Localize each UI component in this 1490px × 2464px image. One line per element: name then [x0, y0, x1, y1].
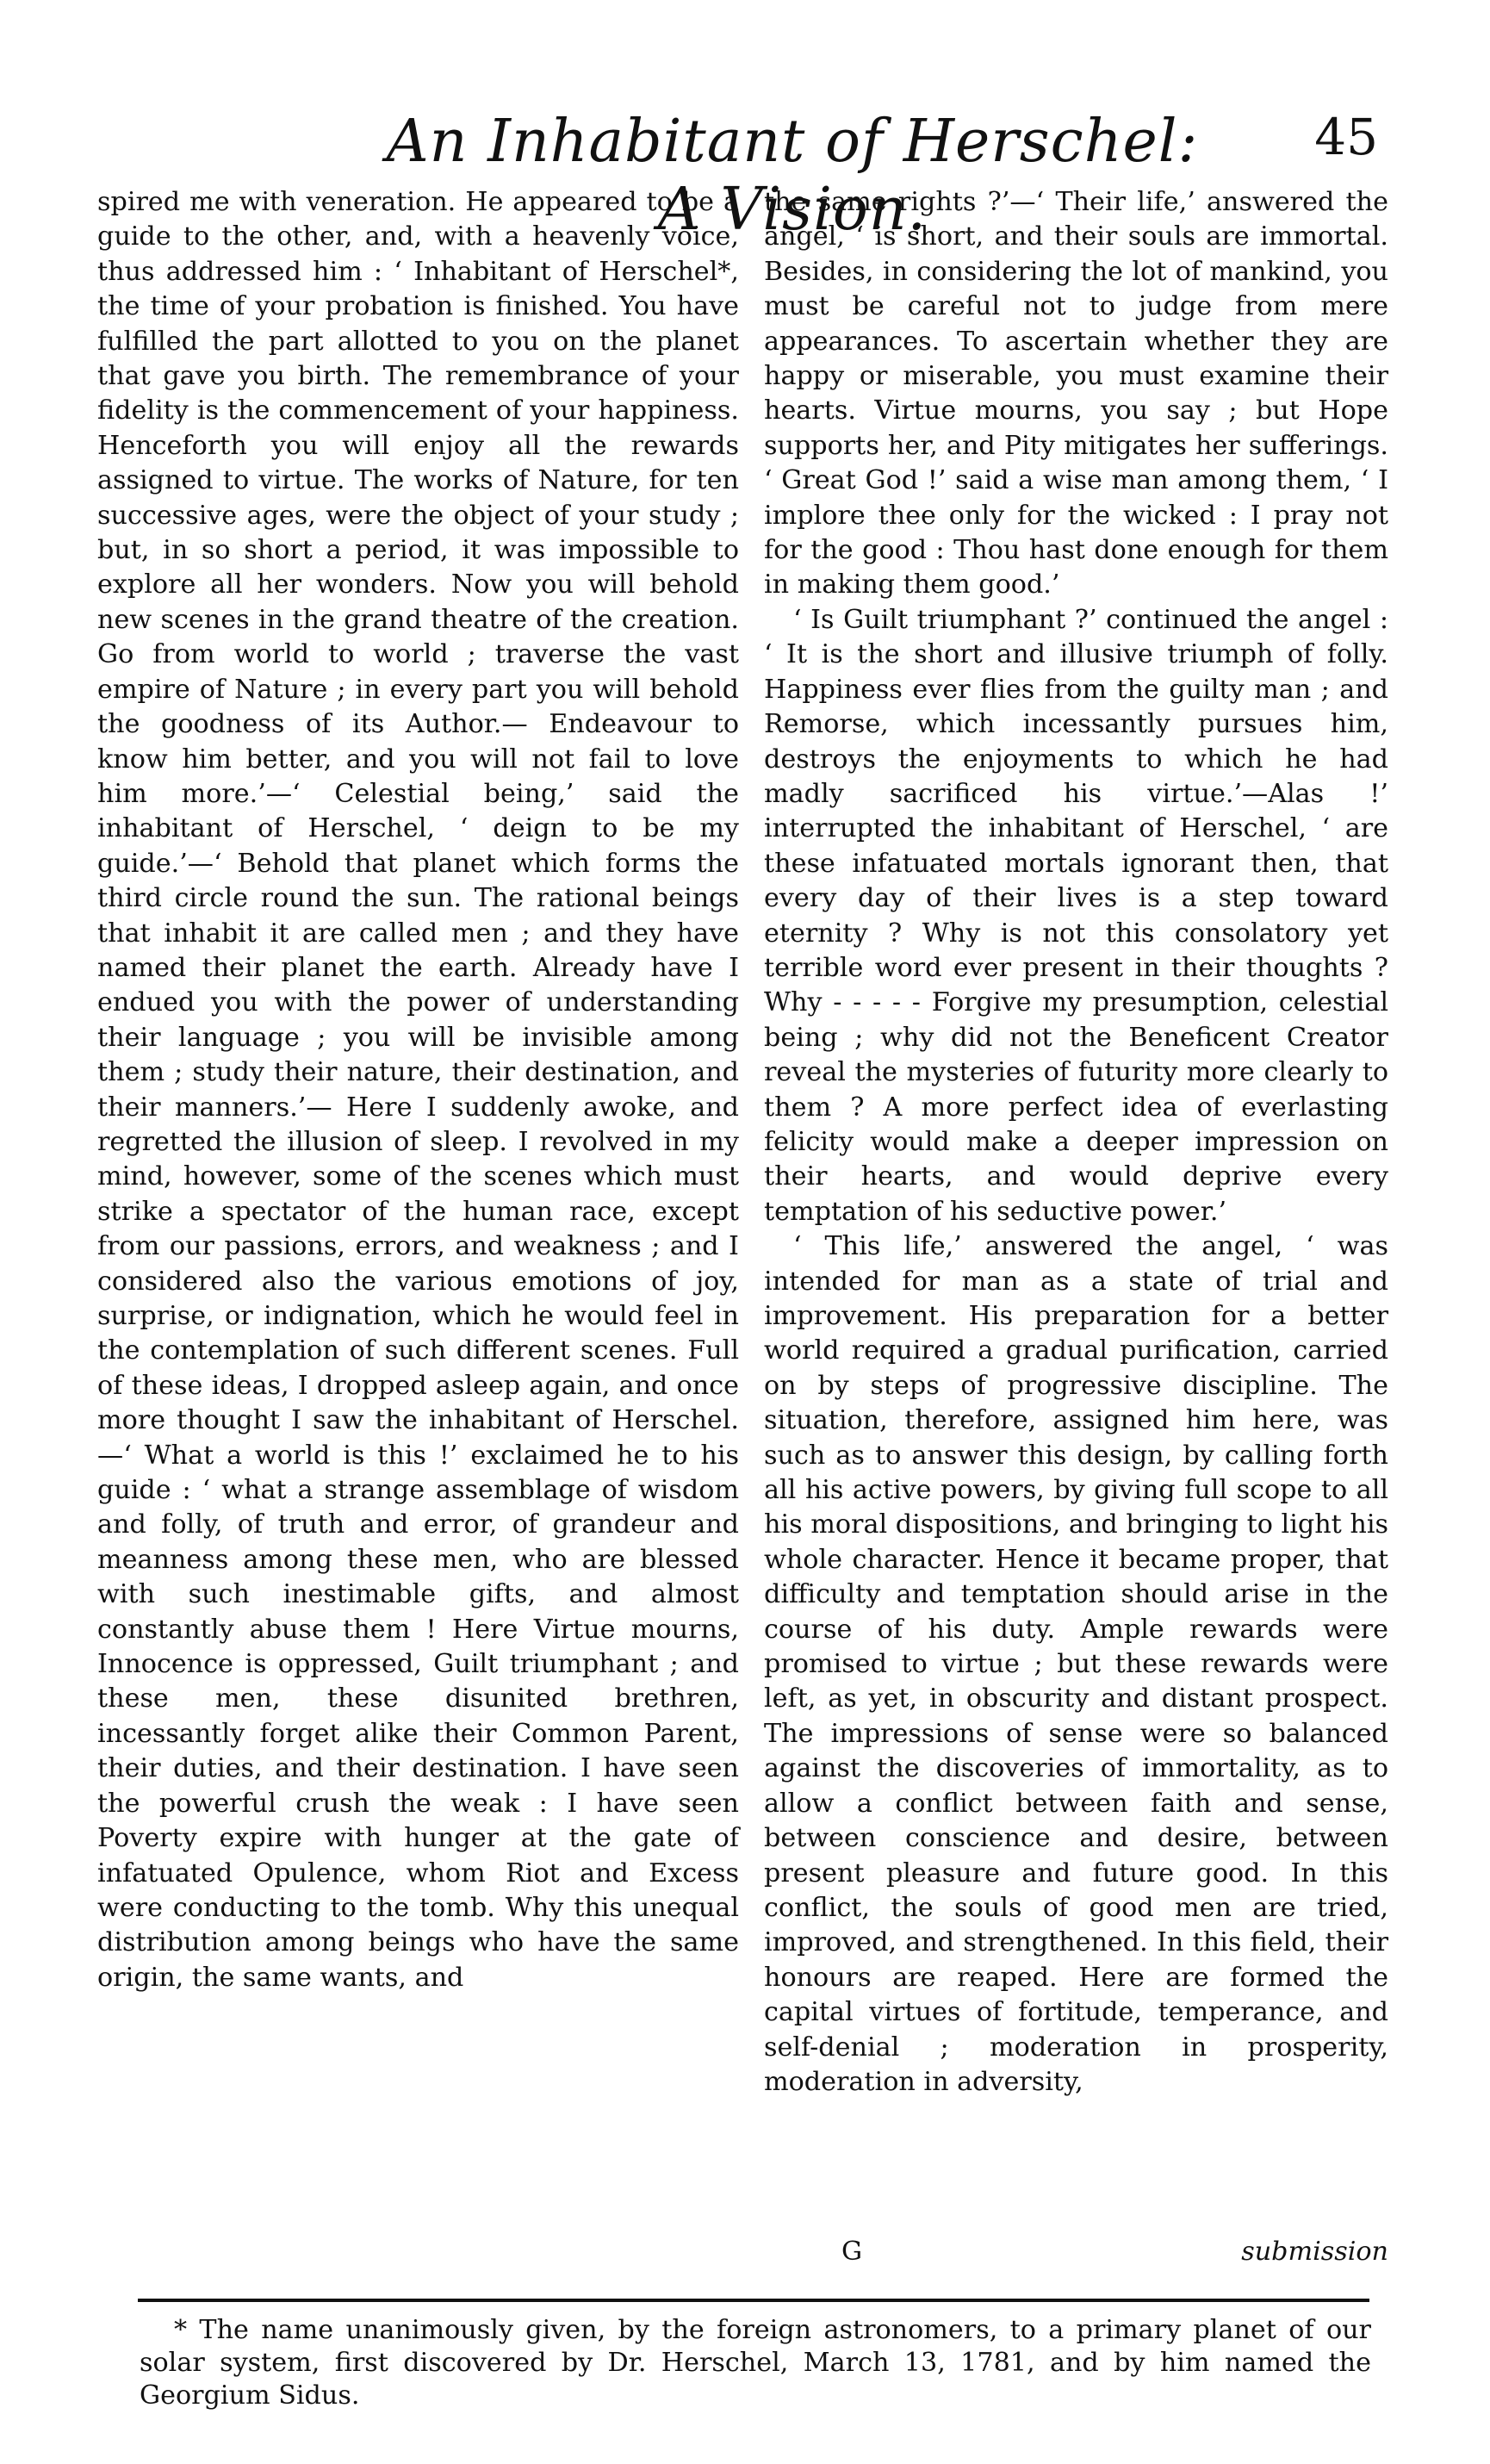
footnote-rule	[138, 2299, 1369, 2302]
catchword: submission	[1241, 2237, 1388, 2267]
right-paragraph-3: ‘ This life,’ answered the angel, ‘ was intended for man as a state of trial and improvement. His preparation for a better world required a gradual purification, carried on by steps of progressive discipline. The situation, therefore, assigned him here, was such as to answer this design, by calling forth all his active powers, by giving full scope to all his moral dispositions, and bringing to light his whole character. Hence it became proper, that difficulty and temptation should arise in the course of his duty. Ample rewards were promised to virtue ; but these rewards were left, as yet, in obscurity and distant prospect. The impressions of sense were so balanced against the discoveries of immortality, as to allow a conflict between faith and sense, between conscience and desire, between present pleasure and future good. In this conflict, the souls of good men are tried, improved, and strengthened. In this field, their honours are reaped. Here are formed the capital virtues of fortitude, temperance, and self-denial ; moderation in prosperity, moderation in adversity,	[764, 1231, 1388, 2097]
page-header	[103, 99, 1395, 244]
running-title: An Inhabitant of Herschel: A Vision.	[386, 108, 1199, 244]
left-column	[97, 185, 739, 1995]
right-column	[764, 185, 1388, 2100]
signature-mark: G	[841, 2237, 863, 2267]
right-paragraph-1: the same rights ?’—‘ Their life,’ answered the angel, ‘ is short, and their souls are immortal. Besides, in considering the lot of mankind, you must be careful not to judge from mere appearances. To ascertain whether they are happy or miserable, you must examine their hearts. Virtue mourns, you say ; but Hope supports her, and Pity mitigates her sufferings. ‘ Great God !’ said a wise man among them, ‘ I implore thee only for the wicked : I pray not for the good : Thou hast done enough for them in making them good.’	[764, 187, 1388, 600]
catch-line	[764, 2237, 1388, 2274]
left-paragraph-1: spired me with veneration. He appeared to be a guide to the other, and, with a heavenly voice, thus addressed him : ‘ Inhabitant of Herschel*, the time of your probation is finished. You have fulfilled the part allotted to you on the planet that gave you birth. The remembrance of your fidelity is the commencement of your happiness. Henceforth you will enjoy all the rewards assigned to virtue. The works of Nature, for ten successive ages, were the object of your study ; but, in so short a period, it was impossible to explore all her wonders. Now you will behold new scenes in the grand theatre of the creation. Go from world to world ; traverse the vast empire of Nature ; in every part you will behold the goodness of its Author.— Endeavour to know him better, and you will not fail to love him more.’—‘ Celestial being,’ said the inhabitant of Herschel, ‘ deign to be my guide.’—‘ Behold that planet which forms the third circle round the sun. The rational beings that inhabit it are called men ; and they have named their planet the earth. Already have I endued you with the power of understanding their language ; you will be invisible among them ; study their nature, their destination, and their manners.’— Here I suddenly awoke, and regretted the illusion of sleep. I revolved in my mind, however, some of the scenes which must strike a spectator of the human race, except from our passions, errors, and weakness ; and I considered also the various emotions of joy, surprise, or indignation, which he would feel in the contemplation of such different scenes. Full of these ideas, I dropped asleep again, and once more thought I saw the inhabitant of Herschel. —‘ What a world is this !’ exclaimed he to his guide : ‘ what a strange assemblage of wisdom and folly, of truth and error, of grandeur and meanness among these men, who are blessed with such inestimable gifts, and almost constantly abuse them ! Here Virtue mourns, Innocence is oppressed, Guilt triumphant ; and these men, these disunited brethren, incessantly forget alike their Common Parent, their duties, and their destination. I have seen the powerful crush the weak : I have seen Poverty expire with hunger at the gate of infatuated Opulence, whom Riot and Excess were conducting to the tomb. Why this unequal distribution among beings who have the same origin, the same wants, and	[97, 187, 739, 1993]
right-paragraph-2: ‘ Is Guilt triumphant ?’ continued the angel : ‘ It is the short and illusive triumph of folly. Happiness ever flies from the guilty man ; and Remorse, which incessantly pursues him, destroys the enjoyments to which he had madly sacrificed his virtue.’—Alas !’ interrupted the inhabitant of Herschel, ‘ are these infatuated mortals ignorant then, that every day of their lives is a step toward eternity ? Why is not this consolatory yet terrible word ever present in their thoughts ? Why - - - - - Forgive my presumption, celestial being ; why did not the Beneficent Creator reveal the mysteries of futurity more clearly to them ? A more perfect idea of everlasting felicity would make a deeper impression on their hearts, and would deprive every temptation of his seductive power.’	[764, 604, 1388, 1227]
footnote	[140, 2314, 1371, 2412]
footnote-text: * The name unanimously given, by the foreign astronomers, to a primary planet of our solar system, first discovered by Dr. Herschel, March 13, 1781, and by him named the Georgium Sidus.	[140, 2315, 1371, 2411]
page-number: 45	[1314, 108, 1378, 166]
